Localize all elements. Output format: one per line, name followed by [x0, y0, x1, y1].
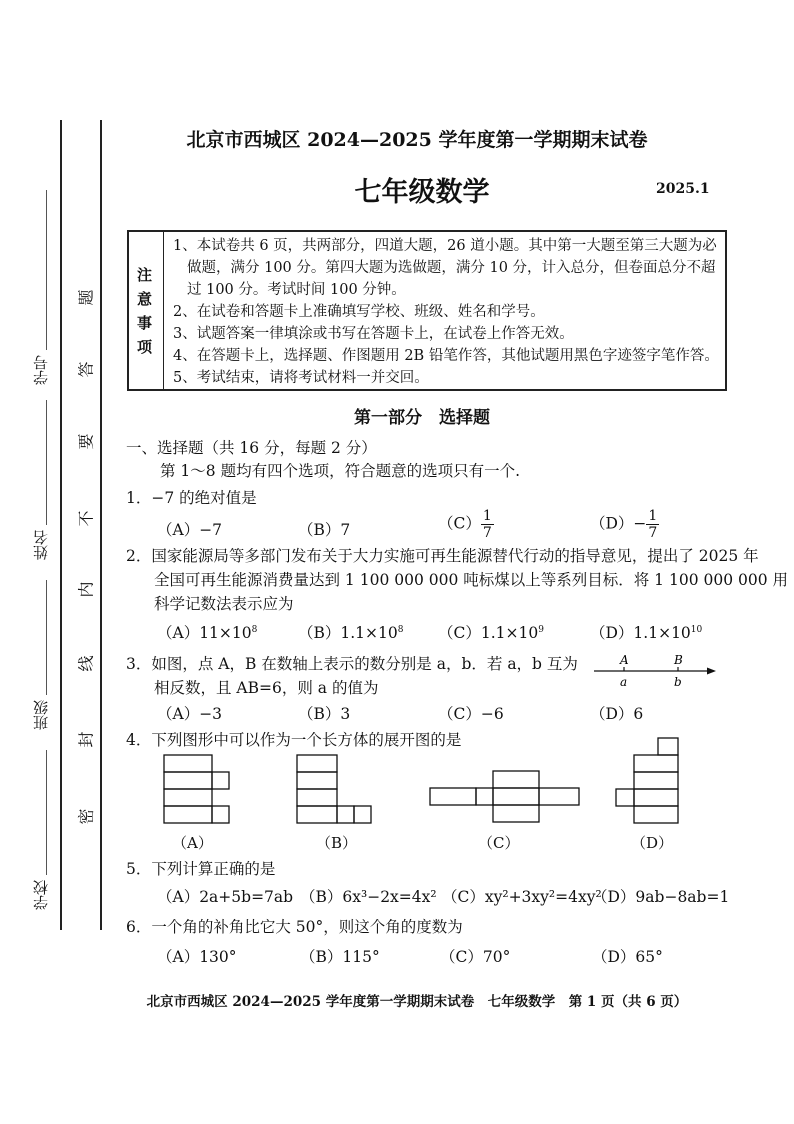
notice-heading-char: 意	[137, 290, 153, 308]
value-b-label: b	[674, 675, 682, 689]
question-2-line-1: 2．国家能源局等多部门发布关于大力实施可再生能源替代行动的指导意见，提出了 2025 年	[126, 547, 759, 565]
fraction-denominator: 7	[648, 525, 658, 541]
q2-option-b	[298, 621, 404, 643]
seal-char: 线	[76, 655, 96, 672]
q2-option-d-exponent: 10	[690, 624, 703, 635]
q1-option-d-fraction	[646, 508, 659, 541]
q3-option-b: （B）3	[298, 705, 351, 723]
net-caption-c: （C）	[478, 834, 520, 852]
notice-item: 做题，满分 100 分。第四大题为选做题，满分 10 分，计入总分，但卷面总分不超	[187, 260, 716, 276]
notice-item: 5、考试结束，请将考试材料一并交回。	[173, 370, 429, 386]
notice-heading	[129, 232, 164, 389]
question-1-stem: 1．−7 的绝对值是	[126, 489, 257, 507]
seal-char: 答	[76, 361, 96, 378]
q6-option-c: （C）70°	[440, 948, 511, 966]
seal-char: 不	[76, 510, 96, 527]
question-2-line-3: 科学记数法表示应为	[154, 595, 294, 613]
question-2-line-2: 全国可再生能源消费量达到 1 100 000 000 吨标煤以上等系列目标．将 1 100 000 000 用	[154, 571, 789, 589]
question-6-stem: 6．一个角的补角比它大 50°，则这个角的度数为	[126, 918, 463, 936]
question-3-line-1: 3．如图，点 A，B 在数轴上表示的数分别是 a，b．若 a，b 互为	[126, 655, 578, 673]
name-label: 姓名	[32, 530, 50, 560]
notice-item: 4、在答题卡上，选择题、作图题用 2B 铅笔作答，其他试题用黑色字迹签字笔作答。	[173, 348, 719, 364]
q1-option-a: （A）−7	[157, 521, 223, 539]
net-figure-b	[293, 752, 379, 828]
net-figure-d	[612, 735, 682, 830]
q2-option-d-text: （D）1.1×10	[590, 624, 691, 642]
notice-heading-char: 注	[137, 266, 153, 284]
notice-item: 2、在试卷和答题卡上准确填写学校、班级、姓名和学号。	[173, 304, 545, 320]
q5-option-d: （D）9ab−8ab=1	[592, 888, 730, 906]
fraction-numerator: 1	[648, 508, 658, 524]
q2-option-d	[590, 621, 702, 643]
notice-item: 过 100 分。考试时间 100 分钟。	[187, 282, 406, 298]
question-3-line-2: 相反数，且 AB=6，则 a 的值为	[154, 679, 379, 697]
q2-option-a-exponent: 8	[251, 624, 258, 635]
notice-heading-char: 项	[137, 338, 153, 356]
number-line-figure	[590, 652, 720, 690]
section-heading: 一、选择题（共 16 分，每题 2 分）	[126, 439, 377, 457]
value-a-label: a	[620, 675, 628, 689]
section-intro: 第 1～8 题均有四个选项，符合题意的选项只有一个.	[160, 462, 521, 480]
binding-line-inner	[100, 120, 102, 930]
school-blank[interactable]	[46, 750, 47, 875]
q1-option-d	[590, 508, 659, 541]
number-line-arrow	[707, 668, 716, 675]
binding-line-outer	[60, 120, 62, 930]
notice-heading-char: 事	[137, 314, 153, 332]
question-5-stem: 5．下列计算正确的是	[126, 860, 276, 878]
student-id-blank[interactable]	[46, 190, 47, 350]
net-figure-a	[160, 752, 236, 828]
class-blank[interactable]	[46, 580, 47, 695]
q5-option-c: （C）xy²+3xy²=4xy²	[442, 888, 602, 906]
notice-box	[127, 230, 727, 391]
q6-option-d: （D）65°	[592, 948, 663, 966]
q1-option-c	[438, 508, 494, 541]
q5-option-b: （B）6x³−2x=4x²	[300, 888, 437, 906]
q5-option-a: （A）2a+5b=7ab	[157, 888, 294, 906]
q6-option-b: （B）115°	[300, 948, 380, 966]
q1-option-c-fraction	[481, 508, 494, 541]
q1-option-b: （B）7	[298, 521, 351, 539]
school-label: 学校	[32, 880, 50, 910]
class-label: 班级	[32, 700, 50, 730]
q2-option-a	[157, 621, 257, 643]
seal-char: 密	[76, 808, 96, 825]
exam-date: 2025.1	[656, 181, 710, 197]
seal-char: 内	[76, 581, 96, 598]
part-title: 第一部分 选择题	[354, 408, 490, 428]
net-caption-a: （A）	[172, 834, 213, 852]
seal-char: 题	[76, 289, 96, 306]
q6-option-a: （A）130°	[157, 948, 237, 966]
notice-item: 1、本试卷共 6 页，共两部分，四道大题，26 道小题。其中第一大题至第三大题为必	[173, 238, 717, 254]
page-footer: 北京市西城区 2024—2025 学年度第一学期期末试卷 七年级数学 第 1 页（共 6 页）	[146, 994, 688, 1010]
q2-option-c	[438, 621, 544, 643]
exam-title: 北京市西城区 2024—2025 学年度第一学期期末试卷	[186, 129, 648, 151]
q2-option-c-exponent: 9	[538, 624, 544, 635]
net-figure-c	[428, 764, 584, 828]
fraction-denominator: 7	[482, 525, 492, 541]
q2-option-b-exponent: 8	[397, 624, 404, 635]
exam-subject: 七年级数学	[354, 177, 490, 208]
q1-option-c-label: （C）	[438, 514, 481, 533]
q2-option-b-text: （B）1.1×10	[298, 624, 398, 642]
question-4-stem: 4．下列图形中可以作为一个长方体的展开图的是	[126, 731, 462, 749]
net-caption-b: （B）	[316, 834, 358, 852]
q3-option-c: （C）−6	[438, 705, 504, 723]
seal-char: 要	[76, 433, 96, 450]
seal-char: 封	[76, 731, 96, 748]
q3-option-a: （A）−3	[157, 705, 223, 723]
fraction-numerator: 1	[482, 508, 492, 524]
q1-option-d-label: （D）−	[590, 514, 647, 533]
q2-option-a-text: （A）11×10	[157, 624, 252, 642]
point-b-label: B	[674, 653, 683, 667]
q2-option-c-text: （C）1.1×10	[438, 624, 539, 642]
q3-option-d: （D）6	[590, 705, 644, 723]
point-a-label: A	[620, 653, 629, 667]
notice-item: 3、试题答案一律填涂或书写在答题卡上，在试卷上作答无效。	[173, 326, 574, 342]
student-id-label: 学号	[32, 355, 50, 385]
net-caption-d: （D）	[631, 834, 674, 852]
